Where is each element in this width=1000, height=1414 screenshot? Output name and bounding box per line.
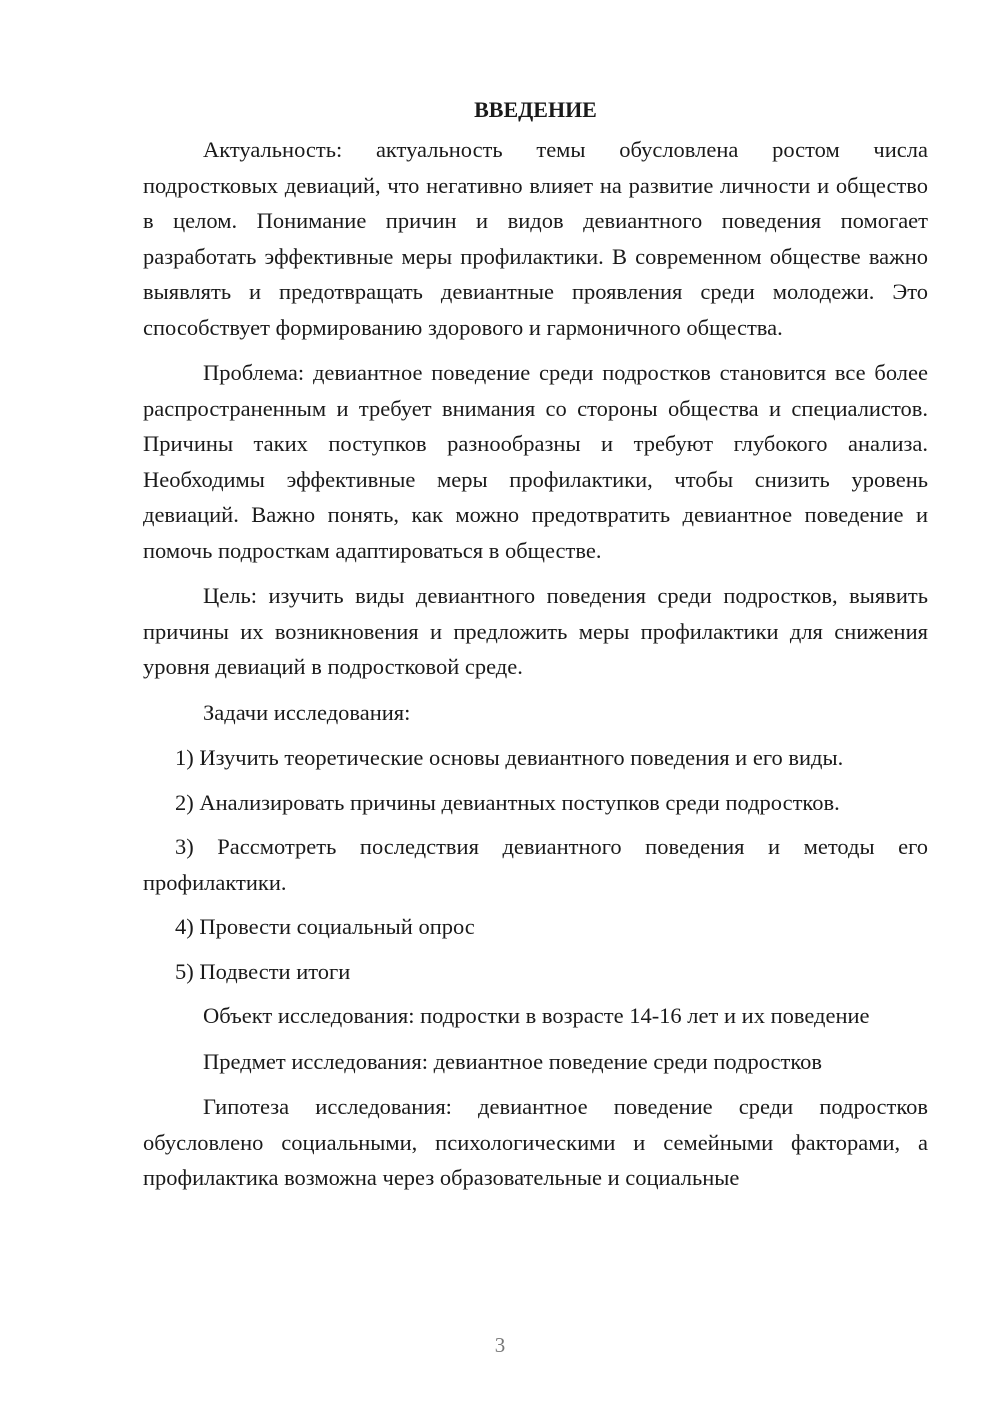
section-heading: ВВЕДЕНИЕ <box>474 97 597 122</box>
paragraph-goal: Цель: изучить виды девиантного поведения среди подростков, выявить причины их возникновения и предложить меры профилактики для снижения уровня девиаций в подростковой среде. <box>143 583 928 679</box>
task-item-3: 3) Рассмотреть последствия девиантного поведения и методы его профилактики. <box>143 834 928 895</box>
task-item-2: 2) Анализировать причины девиантных поступков среди подростков. <box>175 789 840 815</box>
paragraph-research-object: Объект исследования: подростки в возрасте 14-16 лет и их поведение <box>203 1003 870 1028</box>
paragraph-research-subject: Предмет исследования: девиантное поведение среди подростков <box>203 1048 822 1074</box>
document-page <box>143 90 928 1206</box>
tasks-title: Задачи исследования: <box>203 699 411 725</box>
paragraph-relevance: Актуальность: актуальность темы обусловлена ростом числа подростковых девиаций, что негативно влияет на развитие личности и общество в целом. Понимание причин и видов девиантного поведения помогает разработать эффективные меры профилактики. В современном обществе важно выявлять и предотвращать девиантные проявления среди молодежи. Это способствует формированию здорового и гармоничного общества. <box>143 137 928 340</box>
task-item-1: 1) Изучить теоретические основы девиантного поведения и его виды. <box>175 745 844 770</box>
task-item-4: 4) Провести социальный опрос <box>175 914 475 939</box>
paragraph-problem: Проблема: девиантное поведение среди подростков становится все более распространенным и требует внимания со стороны общества и специалистов. Причины таких поступков разнообразны и требуют глубокого анализа. Необходимы эффективные меры профилактики, чтобы снизить уровень девиаций. Важно понять, как можно предотвратить девиантное поведение и помочь подросткам адаптироваться в обществе. <box>143 360 928 563</box>
paragraph-research-hypothesis: Гипотеза исследования: девиантное поведение среди подростков обусловлено социальными, психологическими и семейными факторами, а профилактика возможна через образовательные и социальные <box>143 1094 928 1190</box>
task-item-5: 5) Подвести итоги <box>175 958 351 984</box>
page-number: 3 <box>494 1333 506 1357</box>
